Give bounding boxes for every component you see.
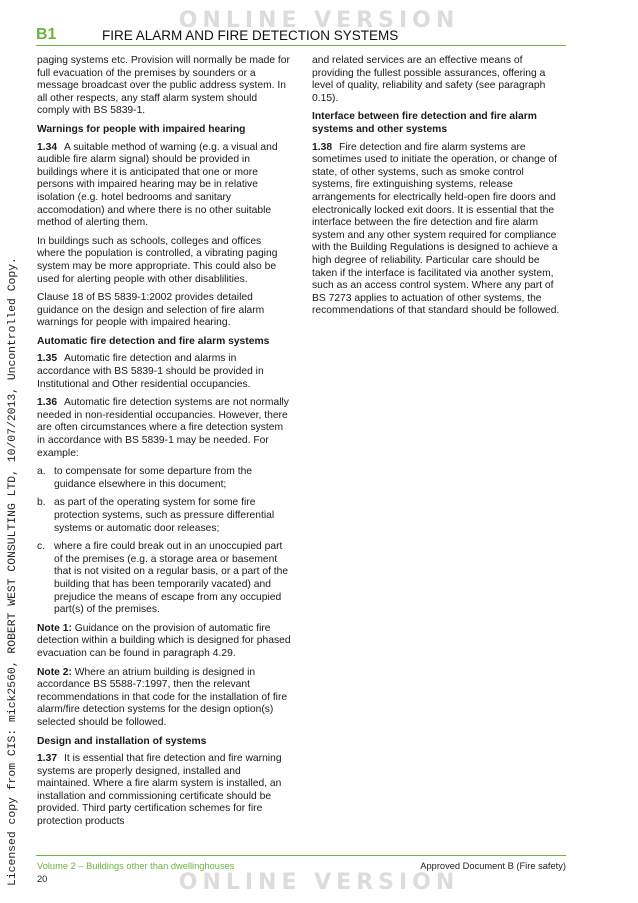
paragraph-text: Automatic fire detection and alarms in accordance with BS 5839-1 should be provided in Institutional and Other residential occupancies. [37, 353, 264, 390]
watermark-top: ONLINE VERSION [178, 8, 460, 33]
note-label: Note 2: [37, 666, 72, 678]
list-item [37, 497, 291, 535]
list-text: to compensate for some departure from the guidance elsewhere in this document; [54, 466, 253, 490]
list-text: where a fire could break out in an unoccupied part of the premises (e.g. a storage area or basement that is not visited on a regular basis, or a part of the building that has been temporarily vacated) and prejudice the means of escape from any occupied part(s) of the premises. [54, 541, 289, 616]
left-column [37, 55, 291, 835]
list-item [37, 466, 291, 491]
heading-design-installation: Design and installation of systems [37, 735, 207, 747]
paragraph-1-38 [312, 142, 566, 318]
paragraph-clause-18: Clause 18 of BS 5839-1:2002 provides detailed guidance on the design and selection of fire alarm warnings for people with impaired hearing. [37, 292, 265, 329]
paragraph-1-35 [37, 353, 291, 391]
header-rule [36, 45, 566, 46]
list-letter: b. [37, 497, 46, 509]
note-label: Note 1: [37, 622, 72, 634]
paragraph-text: Automatic fire detection systems are not normally needed in non-residential occupancies. However, there are often circumstances where a fire detection system in accordance with BS 5839-1 may be needed. For example: [37, 397, 289, 459]
paragraph-number: 1.38 [312, 141, 333, 153]
paragraph-text: It is essential that fire detection and fire warning systems are properly designed, installed and maintained. Where a fire alarm system is installed, an installation and commissioning certificate should be provided. Third party certification schemes for fire protection products [37, 753, 282, 828]
paragraph-schools: In buildings such as schools, colleges and offices where the population is controlled, a vibrating paging system may be more appropriate. This could also be used for alerting people with other disablilities. [37, 235, 278, 285]
list-item [37, 541, 291, 617]
page-number: 20 [37, 874, 48, 884]
watermark-bottom: ONLINE VERSION [178, 870, 460, 895]
paragraph-text: Fire detection and fire alarm systems are sometimes used to initiate the operation, or change of state, of other systems, such as smoke control systems, fire extinguishing systems, release arrangements for electrically held-open fire doors and electronically locked exit doors. It is essential that the interface between the fire detection and fire alarm system and any other system required for compliance with the Building Regulations is designed to achieve a high degree of reliability. Particular care should be taken if the interface is facilitated via another system, such as an access control system. Where any part of BS 7273 applies to actuation of other systems, the recommendations of that standard should be followed. [312, 141, 560, 317]
chapter-code: B1 [36, 26, 57, 43]
paragraph-number: 1.34 [37, 141, 58, 153]
paragraph-number: 1.35 [37, 353, 58, 365]
paragraph-number: 1.36 [37, 397, 58, 409]
footer-document: Approved Document B (Fire safety) [420, 861, 566, 871]
heading-interface: Interface between fire detection and fire alarm systems and other systems [312, 111, 537, 135]
paragraph-1-37 [37, 753, 291, 829]
paragraph-text: A suitable method of warning (e.g. a visual and audible fire alarm signal) should be provided in buildings where it is anticipated that one or more persons with impaired hearing may be in relative isolation (e.g. hotel bedrooms and sanitary accomodation) and where there is no other suitable method of alerting them. [37, 141, 278, 229]
note-1 [37, 623, 291, 661]
paragraph-continued: and related services are an effective means of providing the fullest possible assurances, offering a level of quality, reliability and safety (see paragraph 0.15). [312, 55, 546, 104]
footer-rule [36, 855, 566, 856]
page-header [36, 24, 576, 46]
chapter-title: FIRE ALARM AND FIRE DETECTION SYSTEMS [102, 28, 399, 43]
licence-notice: Licensed copy from CIS: mick2560, ROBERT WEST CONSULTING LTD, 10/07/2013, Uncontrolled Copy. [7, 257, 19, 886]
paragraph-1-34 [37, 142, 291, 230]
footer-volume: Volume 2 – Buildings other than dwellinghouses [37, 861, 235, 871]
note-2 [37, 667, 291, 730]
list-text: as part of the operating system for some fire protection systems, such as pressure differential systems or automatic door releases; [54, 497, 275, 534]
paragraph-1-36 [37, 397, 291, 460]
paragraph-intro: paging systems etc. Provision will normally be made for full evacuation of the premises by sounders or a message broadcast over the public address system. In all other respects, any staff alarm system should comply with BS 5839-1. [37, 55, 290, 117]
list-letter: c. [37, 541, 46, 553]
note-text: Where an atrium building is designed in accordance BS 5588-7:1997, then the relevant recommendations in that code for the installation of fire alarm/fire detection systems for the design option(s) selected should be followed. [37, 666, 288, 728]
note-text: Guidance on the provision of automatic fire detection within a building which is designed for phased evacuation can be found in paragraph 4.29. [37, 622, 291, 659]
paragraph-number: 1.37 [37, 753, 58, 765]
right-column [312, 55, 566, 324]
heading-impaired-hearing: Warnings for people with impaired hearing [37, 123, 246, 135]
list-letter: a. [37, 466, 46, 478]
heading-automatic-detection: Automatic fire detection and fire alarm systems [37, 335, 270, 347]
